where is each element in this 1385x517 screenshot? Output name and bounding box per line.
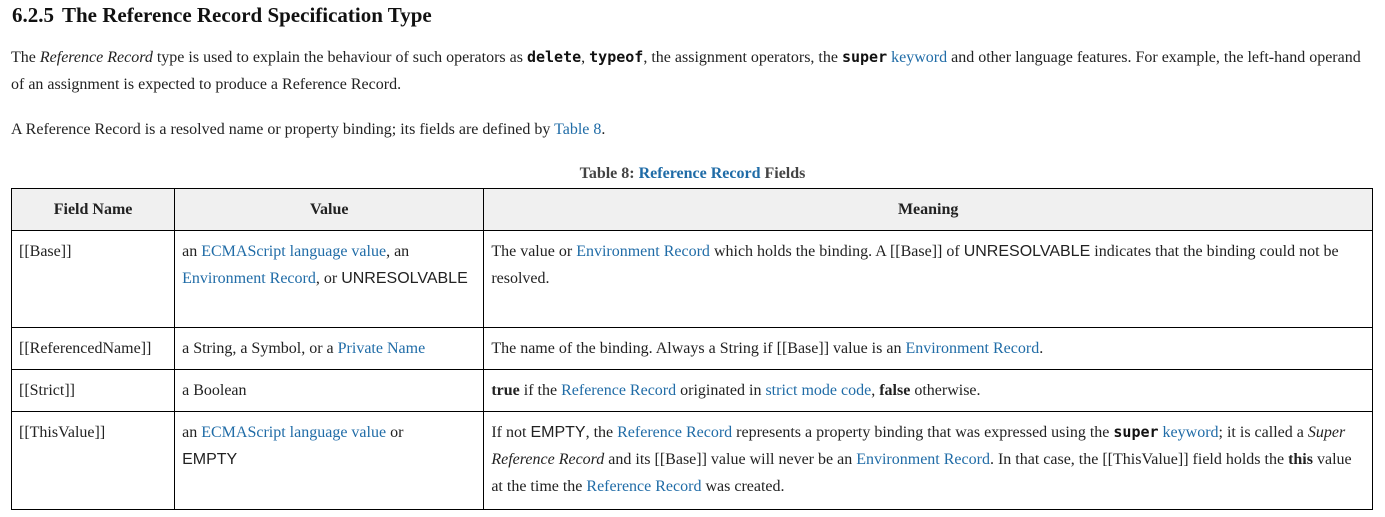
text: a String, a Symbol, or a <box>182 340 338 357</box>
enum-value: UNRESOLVABLE <box>963 243 1091 260</box>
text: value at the time the <box>491 451 1352 495</box>
table-row <box>12 412 1373 510</box>
text: , <box>581 49 590 66</box>
link-environment-record[interactable]: Environment Record <box>576 243 710 260</box>
text: The name of the binding. Always a String if [[Base]] value is an <box>491 340 906 357</box>
section-title: The Reference Record Specification Type <box>62 3 432 27</box>
link-reference-record[interactable]: Reference Record <box>561 382 677 399</box>
table-row <box>12 370 1373 412</box>
table-row <box>12 328 1373 370</box>
text: , the <box>585 424 618 441</box>
field-name-cell: [[ThisValue]] <box>12 412 175 510</box>
text: . <box>1039 340 1044 357</box>
bold-this: this <box>1288 451 1313 468</box>
link-environment-record[interactable]: Environment Record <box>182 270 316 287</box>
text: and its [[Base]] value will never be an <box>604 451 857 468</box>
text: a Boolean <box>182 382 247 399</box>
intro-paragraph <box>11 44 1371 98</box>
definition-paragraph <box>11 116 1371 143</box>
text: an <box>182 243 202 260</box>
fields-table <box>11 188 1373 510</box>
link-keyword[interactable]: keyword <box>891 49 948 66</box>
header-meaning: Meaning <box>484 189 1373 231</box>
code-super: super <box>1113 423 1159 441</box>
link-ecmascript-language-value[interactable]: ECMAScript language value <box>201 243 387 260</box>
link-strict-mode-code[interactable]: strict mode code <box>765 382 872 399</box>
text: type is used to explain the behaviour of such operators as <box>152 49 527 66</box>
link-keyword[interactable]: keyword <box>1162 424 1219 441</box>
link-reference-record[interactable]: Reference Record <box>638 165 761 182</box>
code-delete: delete <box>526 48 582 66</box>
field-name-cell: [[ReferencedName]] <box>12 328 175 370</box>
code-typeof: typeof <box>589 48 644 66</box>
text: was created. <box>701 478 785 495</box>
bold-true: true <box>491 382 520 399</box>
text: indicates that the binding could not be resolved. <box>491 243 1339 287</box>
text: , the assignment operators, the <box>643 49 842 66</box>
code-super: super <box>841 48 888 66</box>
text: , or <box>315 270 342 287</box>
table-row <box>12 231 1373 328</box>
link-reference-record[interactable]: Reference Record <box>617 424 733 441</box>
text: , <box>871 382 880 399</box>
text: otherwise. <box>910 382 981 399</box>
section-number: 6.2.5 <box>12 3 54 27</box>
text: represents a property binding that was expressed using the <box>732 424 1114 441</box>
text: . In that case, the [[ThisValue]] field holds the <box>989 451 1289 468</box>
link-reference-record[interactable]: Reference Record <box>586 478 702 495</box>
caption-suffix: Fields <box>760 165 806 182</box>
enum-value: EMPTY <box>530 424 586 441</box>
link-private-name[interactable]: Private Name <box>337 340 426 357</box>
table-header-row <box>12 189 1373 231</box>
header-value: Value <box>175 189 484 231</box>
text: The <box>11 49 40 66</box>
header-field-name: Field Name <box>12 189 175 231</box>
bold-false: false <box>879 382 911 399</box>
text: and other language features. For example, the left-hand operand of an assignment is expected to produce a Reference Record. <box>11 49 1361 93</box>
caption-prefix: Table 8: <box>579 165 639 182</box>
enum-value: EMPTY <box>182 451 238 468</box>
text: which holds the binding. A [[Base]] of <box>709 243 964 260</box>
enum-value: UNRESOLVABLE <box>341 270 468 287</box>
meaning-cell <box>484 231 1373 328</box>
section-heading <box>12 2 432 28</box>
value-cell <box>175 412 484 510</box>
meaning-cell <box>484 370 1373 412</box>
link-ecmascript-language-value[interactable]: ECMAScript language value <box>201 424 387 441</box>
text: if the <box>519 382 562 399</box>
text: , an <box>386 243 410 260</box>
emphasis: Reference Record <box>39 49 153 66</box>
field-name-cell: [[Base]] <box>12 231 175 328</box>
text: ; it is called a <box>1218 424 1308 441</box>
link-environment-record[interactable]: Environment Record <box>856 451 990 468</box>
emphasis: Super Reference Record <box>491 424 1346 468</box>
table-caption <box>0 162 1385 186</box>
value-cell <box>175 328 484 370</box>
text: If not <box>491 424 531 441</box>
value-cell <box>175 370 484 412</box>
text: The value or <box>491 243 577 260</box>
field-name-cell: [[Strict]] <box>12 370 175 412</box>
text: . <box>601 121 606 138</box>
text: originated in <box>676 382 766 399</box>
meaning-cell <box>484 328 1373 370</box>
text: A Reference Record is a resolved name or property binding; its fields are defined by <box>11 121 555 138</box>
meaning-cell <box>484 412 1373 510</box>
text: or <box>386 424 404 441</box>
text: an <box>182 424 202 441</box>
value-cell <box>175 231 484 328</box>
link-table-8[interactable]: Table 8 <box>554 121 602 138</box>
link-environment-record[interactable]: Environment Record <box>905 340 1040 357</box>
